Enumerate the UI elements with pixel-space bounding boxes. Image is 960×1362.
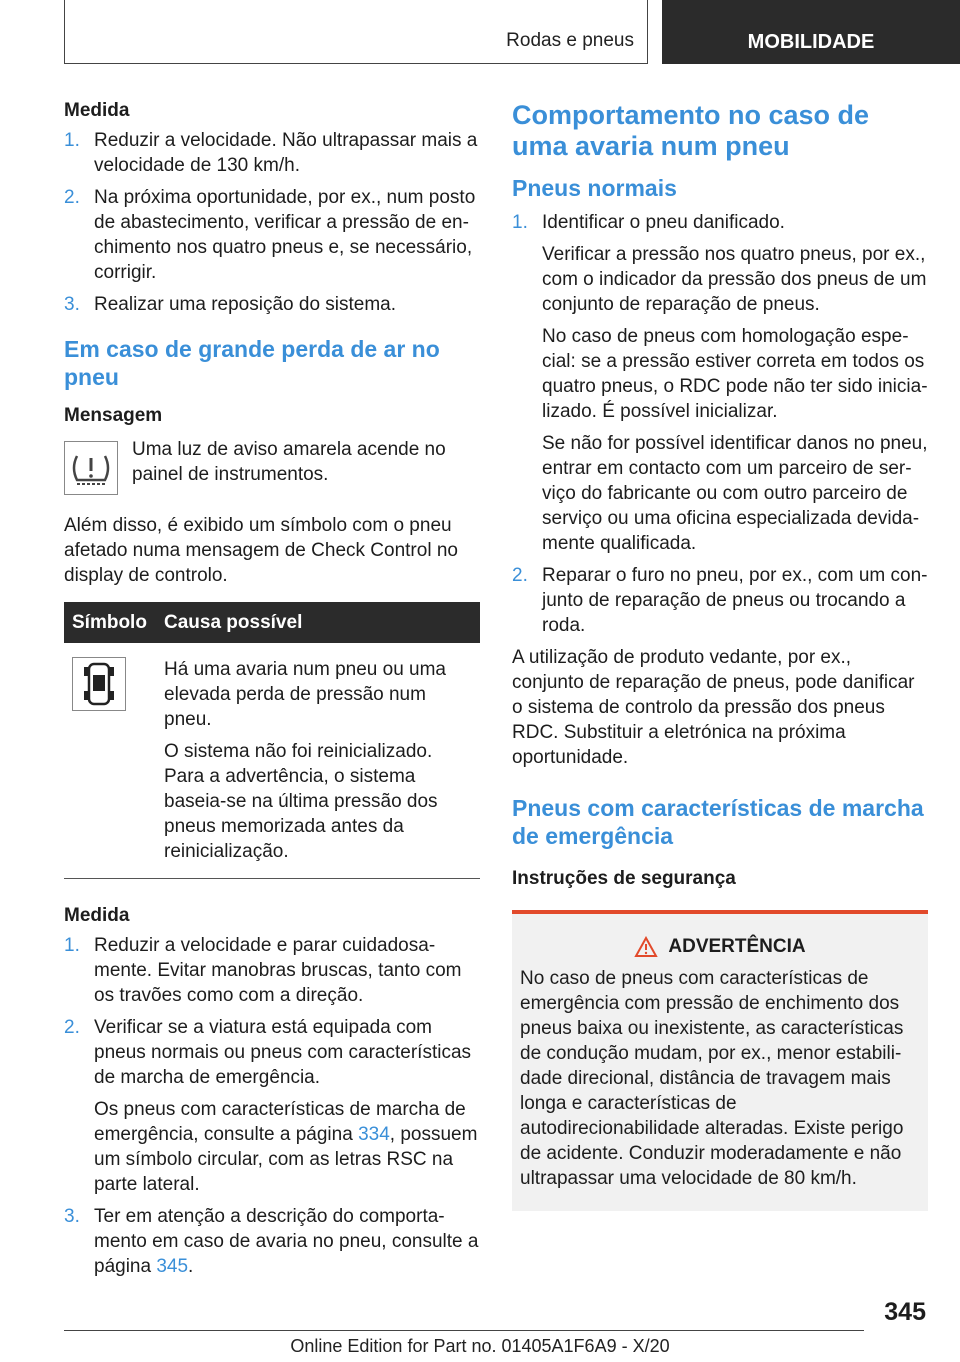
runflat-heading: Pneus com características de marcha de emergência bbox=[512, 795, 924, 849]
list-item bbox=[64, 292, 480, 317]
list-number: 2. bbox=[64, 1017, 80, 1038]
list-text: Ter em atenção a descrição do comportamento em caso de avaria no pneu, consulte a página bbox=[94, 1206, 479, 1277]
measure-heading-2: Medida bbox=[64, 905, 130, 926]
list-number: 1. bbox=[512, 212, 528, 233]
cause-text-1: Há uma avaria num pneu ou uma elevada perda de pressão num pneu. bbox=[164, 659, 446, 730]
warning-title: ADVERTÊNCIA bbox=[668, 936, 806, 957]
list-text: Reduzir a velocidade. Não ultrapassar mais a velocidade de 130 km/h. bbox=[94, 130, 478, 176]
list-text: Na próxima oportunidade, por ex., num posto de abastecimento, verificar a pressão de enchimento nos quatro pneus e, se necessário, corrigir. bbox=[94, 187, 476, 283]
list-text: Verificar se a viatura está equipada com pneus normais ou pneus com características de marcha de emergência. bbox=[94, 1017, 472, 1088]
left-column bbox=[64, 100, 480, 1286]
list-item bbox=[64, 128, 480, 178]
list-text: Realizar uma reposição do sistema. bbox=[94, 294, 397, 315]
car-tire-symbol-icon bbox=[72, 657, 126, 711]
symbol-table bbox=[64, 602, 480, 879]
message-text: Uma luz de aviso amarela acende no painel de instrumentos. bbox=[132, 439, 446, 485]
footer-edition: Online Edition for Part no. 01405A1F6A9 - X/20 bbox=[290, 1336, 670, 1356]
safety-heading: Instruções de segurança bbox=[512, 868, 736, 889]
table-row bbox=[64, 643, 480, 879]
list-text: Reparar o furo no pneu, por ex., com um conjunto de reparação de pneus ou trocando a roda. bbox=[542, 565, 928, 636]
normal-tires-list bbox=[512, 210, 928, 638]
page-link-345[interactable]: 345 bbox=[156, 1256, 189, 1277]
tire-pressure-warning-icon bbox=[64, 441, 118, 495]
list-subparagraph: Verificar a pressão nos quatro pneus, por ex., com o indicador da pressão dos pneus de um conjunto de reparação de pneus. bbox=[542, 244, 927, 315]
section-heading-air-loss: Em caso de grande perda de ar no pneu bbox=[64, 336, 440, 390]
list-item bbox=[512, 210, 928, 556]
sealant-text: A utilização de produto vedante, por ex., conjunto de reparação de pneus, pode danificar o sistema de controlo da pressão dos pneus RDC. Substituir a eletrónica na próxima oportunidade. bbox=[512, 647, 915, 768]
list-text: Reduzir a velocidade e parar cuidadosamente. Evitar manobras bruscas, tanto com os travões como com a direção. bbox=[94, 935, 462, 1006]
measure-list-1 bbox=[64, 128, 480, 317]
list-number: 3. bbox=[64, 1206, 80, 1227]
page-link-334[interactable]: 334 bbox=[358, 1124, 390, 1145]
list-subparagraph: No caso de pneus com homologação especial: se a pressão estiver correta em todos os quatro pneus, o RDC pode não ter sido inicializado. É possível inicializar. bbox=[542, 326, 928, 422]
warning-title-row bbox=[520, 936, 920, 958]
list-number: 1. bbox=[64, 130, 80, 151]
list-item bbox=[64, 933, 480, 1008]
measure-heading-1: Medida bbox=[64, 100, 130, 121]
warning-box bbox=[512, 910, 928, 1211]
table-header-cause: Causa possível bbox=[156, 602, 480, 643]
page-number: 345 bbox=[884, 1298, 926, 1326]
list-text: . bbox=[188, 1256, 194, 1277]
warning-text: No caso de pneus com características de emergência com pressão de enchimento dos pneus baixa ou inexistente, as características de condução mudam, por ex., menor estabilidade direcional, distância de travagem mais longa e características de autodirecionabilidade alteradas. Existe perigo de acidente. Conduzir moderadamente e não ultrapassar uma velocidade de 80 km/h. bbox=[520, 968, 904, 1189]
list-text: Identificar o pneu danificado. bbox=[542, 212, 785, 233]
list-number: 1. bbox=[64, 935, 80, 956]
list-item bbox=[64, 185, 480, 285]
list-item bbox=[64, 1204, 480, 1279]
list-subparagraph: Se não for possível identificar danos no pneu, entrar em contacto com um parceiro de serviço do fabricante ou com outro parceiro de serviço ou uma oficina especializada devidamente qualificada. bbox=[542, 433, 928, 554]
right-column bbox=[512, 100, 928, 1211]
list-number: 2. bbox=[64, 187, 80, 208]
warning-triangle-icon bbox=[634, 936, 658, 958]
list-item bbox=[64, 1015, 480, 1197]
main-heading: Comportamento no caso de uma avaria num pneu bbox=[512, 100, 870, 161]
table-cell-cause bbox=[156, 643, 480, 879]
normal-tires-heading: Pneus normais bbox=[512, 175, 677, 201]
message-row bbox=[64, 437, 480, 495]
table-header-symbol: Símbolo bbox=[64, 602, 156, 643]
list-number: 2. bbox=[512, 565, 528, 586]
list-subparagraph bbox=[94, 1097, 480, 1197]
footer-divider bbox=[64, 1330, 864, 1331]
message-heading: Mensagem bbox=[64, 405, 163, 426]
list-item bbox=[512, 563, 928, 638]
sub-text: Os pneus com características de marcha de emergência, consulte a página bbox=[94, 1099, 466, 1145]
cause-text-2: O sistema não foi reinicializado. Para a advertência, o sistema baseia-se na última pressão dos pneus memorizada antes da reinicialização. bbox=[164, 741, 438, 862]
sub-text: , possuem um símbolo circular, com as letras RSC na parte lateral. bbox=[94, 1124, 478, 1195]
header-chapter-tab[interactable]: MOBILIDADE bbox=[662, 0, 960, 64]
table-cell-symbol bbox=[64, 643, 156, 879]
measure-list-2 bbox=[64, 933, 480, 1279]
list-number: 3. bbox=[64, 294, 80, 315]
header-section-title: Rodas e pneus bbox=[506, 30, 634, 51]
also-text: Além disso, é exibido um símbolo com o pneu afetado numa mensagem de Check Control no display de controlo. bbox=[64, 515, 458, 586]
